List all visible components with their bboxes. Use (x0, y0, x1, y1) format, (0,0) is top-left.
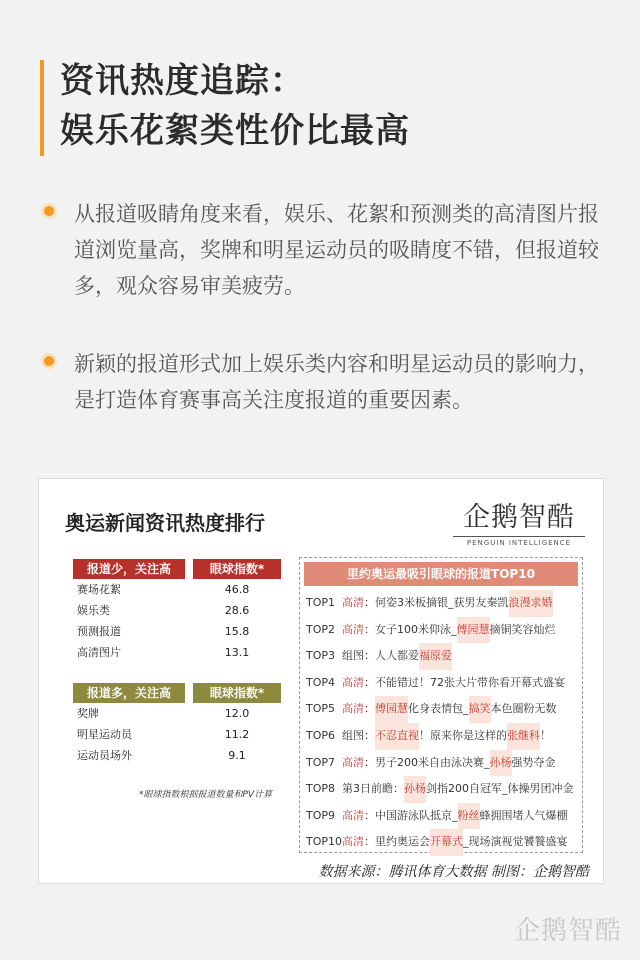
table-header-index: 眼球指数* (193, 559, 281, 579)
bullet-dot-icon (44, 206, 54, 216)
row-value: 11.2 (224, 728, 250, 741)
headline-text: ：不能错过！72张大片带你看开幕式盛宴 (364, 675, 565, 689)
bullet-text: 新颖的报道形式加上娱乐类内容和明星运动员的影响力，是打造体育赛事高关注度报道的重要因素。 (74, 352, 599, 412)
headline-highlight: 不忍直视 (375, 723, 419, 750)
top10-row (300, 723, 582, 750)
page-title-line-1: 资讯热度追踪： (60, 61, 305, 101)
row-name: 明星运动员 (77, 728, 132, 741)
headline-text: ： (364, 702, 375, 716)
table-row (73, 600, 281, 621)
headline-text: 蜂拥围堵人气爆棚 (479, 808, 568, 822)
headline-highlight: 开幕式 (430, 829, 463, 856)
headline-text: 剑指200自冠军_体操男团冲金 (426, 782, 574, 796)
rank-label: TOP6 (306, 728, 336, 742)
row-name: 预测报道 (77, 625, 121, 638)
row-name: 娱乐类 (77, 604, 110, 617)
rank-label: TOP1 (306, 596, 336, 609)
table-header-index: 眼球指数* (193, 683, 281, 703)
headline-text: 化身表情包_ (408, 702, 469, 716)
row-name: 运动员场外 (77, 749, 132, 762)
headline-highlight: 傅园慧 (375, 696, 408, 723)
headline-highlight: 粉丝 (458, 803, 480, 830)
headline-highlight: 浪漫求婚 (509, 590, 553, 617)
rank-label: TOP2 (306, 622, 336, 636)
top10-row (300, 776, 582, 803)
top10-row (300, 590, 582, 617)
top10-row (300, 750, 582, 777)
headline-text: ！原来你是这样的 (419, 728, 507, 742)
row-name: 赛场花絮 (77, 583, 121, 596)
rank-label: TOP8 (306, 782, 336, 796)
headline-text: 摘铜笑容灿烂 (489, 622, 556, 636)
rank-label: TOP7 (306, 755, 336, 769)
headline-text: ：女子100米仰泳_ (364, 622, 457, 636)
table-row (73, 703, 281, 724)
headline-highlight: 孙杨 (404, 776, 426, 803)
table-row (73, 724, 281, 745)
card-title: 奥运新闻资讯热度排行 (65, 511, 265, 535)
row-name: 高清图片 (77, 646, 121, 659)
table-row (73, 621, 281, 642)
headline-text: ：里约奥运会 (364, 835, 430, 849)
headline-text: ：何姿3米板摘银_获男友秦凯 (364, 596, 509, 609)
table-row (73, 579, 281, 600)
headline-text: ：人人都爱 (364, 649, 419, 663)
rank-label: TOP5 (306, 702, 336, 716)
tag-label: 高清 (342, 835, 364, 849)
table-header (73, 559, 281, 579)
tag-label: 高清 (342, 596, 364, 609)
ranking-card (38, 478, 604, 884)
row-value: 9.1 (228, 749, 246, 762)
headline-highlight: 傅园慧 (457, 617, 490, 644)
tag-label: 高清 (342, 622, 364, 636)
table-header (73, 683, 281, 703)
watermark-logo: 企鹅智酷 (513, 916, 622, 946)
headline-text: ：男子200米自由泳决赛_ (364, 755, 490, 769)
headline-text: _现场演视觉饕餮盛宴 (463, 835, 568, 849)
tag-label: 组图 (342, 649, 364, 663)
table-header-category: 报道少，关注高 (73, 559, 185, 579)
headline-text: 本色圈粉无数 (490, 702, 557, 716)
brand-logo (453, 495, 585, 547)
headline-highlight: 孙杨 (490, 750, 512, 777)
headline-text: 强势夺金 (511, 755, 556, 769)
headline-text: ：中国游泳队抵京_ (364, 808, 458, 822)
row-value: 46.8 (224, 583, 250, 596)
footnote: *眼球指数根据报道数量和PV计算 (139, 790, 273, 800)
page-title-line-2: 娱乐花絮类性价比最高 (60, 111, 410, 151)
title-accent-bar (40, 60, 44, 156)
headline-highlight: 搞笑 (469, 696, 491, 723)
top10-row (300, 829, 582, 856)
row-value: 15.8 (224, 625, 250, 638)
logo-text: 企鹅智酷 (463, 502, 575, 533)
top10-row (300, 643, 582, 670)
tag-label: 第3日前瞻 (342, 782, 393, 796)
table-row (73, 642, 281, 663)
title-block (40, 56, 600, 156)
bullet-item (44, 196, 614, 304)
headline-highlight: 福原爱 (419, 643, 452, 670)
tag-label: 高清 (342, 702, 364, 716)
bullet-item (44, 346, 614, 418)
rank-label: TOP4 (306, 675, 336, 689)
bullet-dot-icon (44, 356, 54, 366)
headline-text: ： (364, 728, 375, 742)
logo-subtitle: PENGUIN INTELLIGENCE (453, 536, 585, 547)
tag-label: 高清 (342, 755, 364, 769)
rank-label: TOP10 (306, 835, 343, 849)
rank-label: TOP3 (306, 649, 336, 663)
row-name: 奖牌 (77, 707, 99, 720)
top10-title: 里约奥运最吸引眼球的报道TOP10 (304, 562, 578, 586)
headline-text: ！ (540, 728, 551, 742)
top10-row (300, 696, 582, 723)
table-header-category: 报道多，关注高 (73, 683, 185, 703)
row-value: 28.6 (224, 604, 250, 617)
bullet-text: 从报道吸睛角度来看，娱乐、花絮和预测类的高清图片报道浏览量高，奖牌和明星运动员的吸睛度不错，但报道较多，观众容易审美疲劳。 (74, 202, 599, 298)
tag-label: 高清 (342, 808, 364, 822)
bullet-list (44, 196, 614, 460)
tag-label: 组图 (342, 728, 364, 742)
table-low-reports (73, 559, 281, 663)
top10-row (300, 670, 582, 697)
headline-highlight: 张继科 (507, 723, 540, 750)
top10-panel (299, 557, 583, 853)
rank-label: TOP9 (306, 808, 336, 822)
table-high-reports (73, 683, 281, 766)
table-row (73, 745, 281, 766)
row-value: 13.1 (224, 646, 250, 659)
data-source: 数据来源：腾讯体育大数据 制图：企鹅智酷 (318, 864, 589, 880)
row-value: 12.0 (224, 707, 250, 720)
top10-row (300, 617, 582, 644)
tag-label: 高清 (342, 675, 364, 689)
headline-text: ： (393, 782, 404, 796)
top10-row (300, 803, 582, 830)
